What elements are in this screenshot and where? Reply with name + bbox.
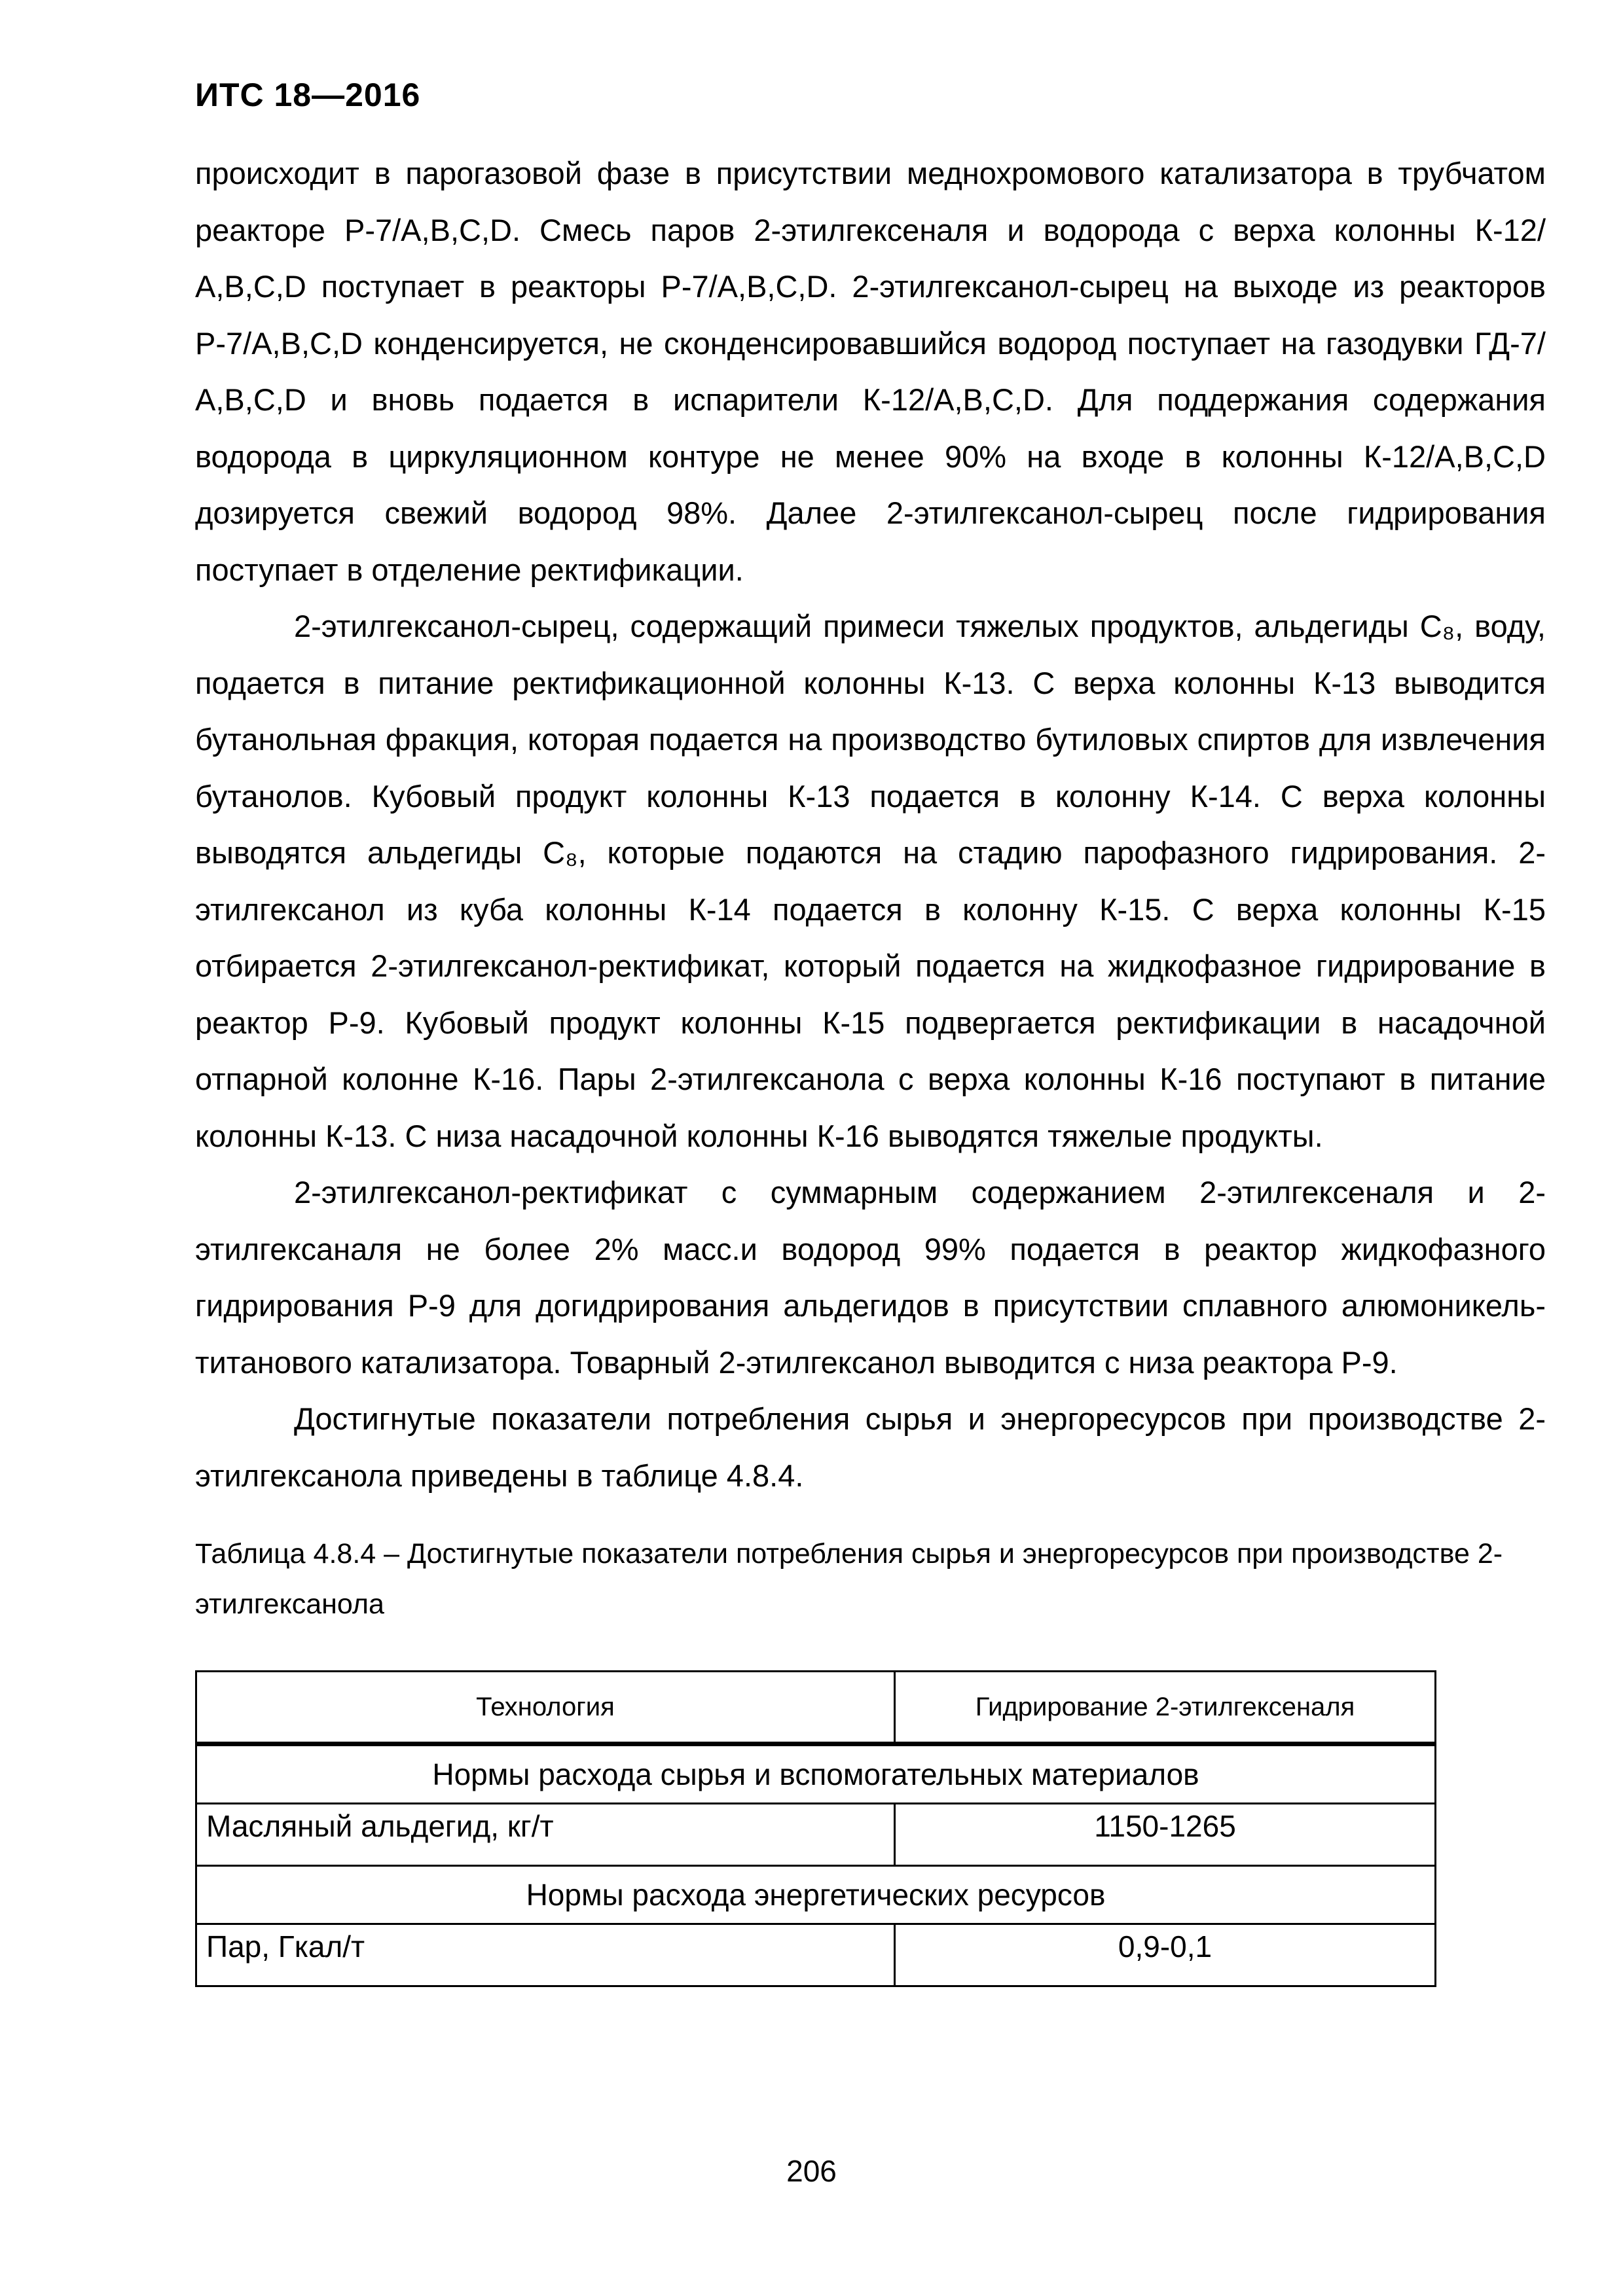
table-row	[196, 1924, 1436, 1986]
consumption-table	[195, 1670, 1436, 1987]
row-butyraldehyde-value: 1150-1265	[895, 1804, 1436, 1866]
paragraph-2: 2-этилгексанол-сырец, содержащий примеси тяжелых продуктов, альдегиды С₈, воду, подается в питание ректификационной колонны К-13. С верха колонны К-13 выводится бутанольная фракция, которая подается на производство бутиловых спиртов для извлечения бутанолов. Кубовый продукт колонны К-13 подается в колонну К-14. С верха колонны выводятся альдегиды С₈, которые подаются на стадию парофазного гидрирования. 2-этилгексанол из куба колонны К-14 подается в колонну К-15. С верха колонны К-15 отбирается 2-этилгексанол-ректификат, который подается на жидкофазное гидрирование в реактор Р-9. Кубовый продукт колонны К-15 подвергается ректификации в насадочной отпарной колонне К-16. Пары 2-этилгексанола с верха колонны К-16 поступают в питание колонны К-13. С низа насадочной колонны К-16 выводятся тяжелые продукты.	[195, 609, 1546, 1153]
row-steam-name: Пар, Гкал/т	[196, 1924, 895, 1986]
header-hydrogenation: Гидрирование 2-этилгексеналя	[895, 1672, 1436, 1744]
table-caption: Таблица 4.8.4 – Достигнутые показатели потребления сырья и энергоресурсов при производстве 2-этилгексанола	[195, 1538, 1503, 1620]
header-technology: Технология	[196, 1672, 895, 1744]
row-butyraldehyde-name: Масляный альдегид, кг/т	[196, 1804, 895, 1866]
table-header-row	[196, 1672, 1436, 1744]
section-energy-resources: Нормы расхода энергетических ресурсов	[196, 1866, 1436, 1924]
table-row	[196, 1804, 1436, 1866]
table-section-row	[196, 1744, 1436, 1804]
document-code: ИТС 18—2016	[195, 77, 421, 113]
page-number: 206	[786, 2154, 837, 2188]
table-section-row	[196, 1866, 1436, 1924]
row-steam-value: 0,9-0,1	[895, 1924, 1436, 1986]
paragraph-3: 2-этилгексанол-ректификат с суммарным содержанием 2-этилгексеналя и 2-этилгексаналя не более 2% масс.и водород 99% подается в реактор жидкофазного гидрирования Р-9 для догидрирования альдегидов в присутствии сплавного алюмоникель-титанового катализатора. Товарный 2-этилгексанол выводится с низа реактора Р-9.	[195, 1175, 1546, 1380]
paragraph-4: Достигнутые показатели потребления сырья и энергоресурсов при производстве 2-этилгексанола приведены в таблице 4.8.4.	[195, 1401, 1546, 1493]
paragraph-1: происходит в парогазовой фазе в присутствии меднохромового катализатора в трубчатом реакторе Р-7/А,В,С,D. Смесь паров 2-этилгексеналя и водорода с верха колонны К-12/А,В,С,D поступает в реакторы Р-7/А,В,С,D. 2-этилгексанол-сырец на выходе из реакторов Р-7/А,В,С,D конденсируется, не сконденсировавшийся водород поступает на газодувки ГД-7/А,В,С,D и вновь подается в испарители К-12/А,В,С,D. Для поддержания содержания водорода в циркуляционном контуре не менее 90% на входе в колонны К-12/А,В,С,D дозируется свежий водород 98%. Далее 2-этилгексанол-сырец после гидрирования поступает в отделение ректификации.	[195, 156, 1546, 587]
section-raw-materials: Нормы расхода сырья и вспомогательных материалов	[196, 1744, 1436, 1804]
page-content	[195, 145, 1546, 1987]
